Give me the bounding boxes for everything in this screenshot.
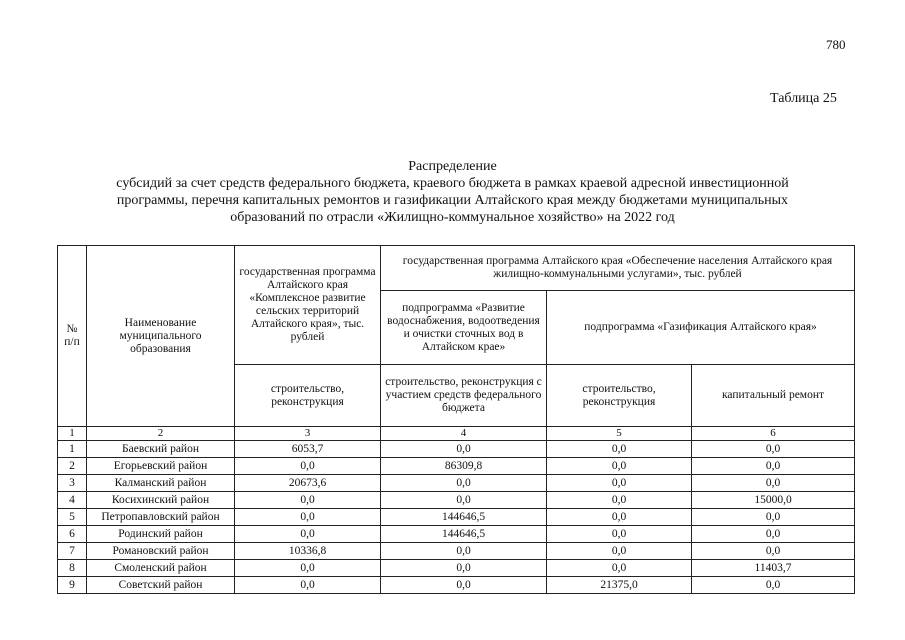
district-name: Баевский район [87,441,235,458]
row-number: 6 [58,526,87,543]
subsidy-table [57,245,855,594]
column-index: 1 [58,427,87,441]
row-number: 5 [58,509,87,526]
cell-value: 0,0 [235,526,381,543]
table-body [58,441,855,594]
column-index: 2 [87,427,235,441]
district-name: Романовский район [87,543,235,560]
cell-value: 0,0 [547,543,692,560]
column-index: 6 [692,427,855,441]
cell-value: 0,0 [381,441,547,458]
row-number: 2 [58,458,87,475]
cell-value: 144646,5 [381,509,547,526]
document-heading [0,158,905,226]
district-name: Родинский район [87,526,235,543]
cell-value: 11403,7 [692,560,855,577]
table-row [58,543,855,560]
cell-value: 0,0 [692,526,855,543]
heading-line-3: программы, перечня капитальных ремонтов и газификации Алтайского края между бюджетами муниципальных [116,193,789,208]
cell-value: 0,0 [235,577,381,594]
table-label: Таблица 25 [770,91,837,106]
cell-value: 0,0 [547,475,692,492]
table-row [58,441,855,458]
column-index-row [58,427,855,441]
cell-value: 0,0 [692,543,855,560]
district-name: Советский район [87,577,235,594]
header-sub-gas: подпрограмма «Газификация Алтайского края» [547,291,855,365]
cell-value: 0,0 [547,509,692,526]
cell-value: 0,0 [692,458,855,475]
cell-value: 21375,0 [547,577,692,594]
header-program-housing: государственная программа Алтайского края «Обеспечение населения Алтайского края жилищно-коммунальными услугами», тыс. рублей [381,246,855,291]
cell-value: 15000,0 [692,492,855,509]
header-num: № п/п [58,246,87,427]
table-header [58,246,855,441]
row-number: 9 [58,577,87,594]
district-name: Калманский район [87,475,235,492]
header-col3: строительство, реконструкция [235,365,381,427]
header-program-rural: государственная программа Алтайского края «Комплексное развитие сельских территорий Алтайского края», тыс. рублей [235,246,381,365]
heading-line-1: Распределение [408,159,497,174]
table-row [58,526,855,543]
cell-value: 0,0 [235,458,381,475]
header-col4: строительство, реконструкция с участием средств федерального бюджета [381,365,547,427]
row-number: 1 [58,441,87,458]
cell-value: 0,0 [692,577,855,594]
cell-value: 0,0 [547,560,692,577]
cell-value: 20673,6 [235,475,381,492]
table-row [58,475,855,492]
cell-value: 0,0 [381,577,547,594]
table-row [58,560,855,577]
cell-value: 0,0 [547,526,692,543]
district-name: Смоленский район [87,560,235,577]
row-number: 3 [58,475,87,492]
row-number: 7 [58,543,87,560]
district-name: Петропавловский район [87,509,235,526]
header-name: Наименование муниципального образования [87,246,235,427]
page-number: 780 [826,37,846,52]
column-index: 5 [547,427,692,441]
cell-value: 10336,8 [235,543,381,560]
cell-value: 0,0 [692,509,855,526]
cell-value: 0,0 [547,492,692,509]
cell-value: 0,0 [235,509,381,526]
header-col6: капитальный ремонт [692,365,855,427]
cell-value: 0,0 [381,560,547,577]
column-index: 3 [235,427,381,441]
cell-value: 0,0 [235,560,381,577]
cell-value: 0,0 [381,475,547,492]
heading-line-2: субсидий за счет средств федерального бюджета, краевого бюджета в рамках краевой адресной инвестиционной [116,176,789,191]
cell-value: 0,0 [381,492,547,509]
table-row [58,577,855,594]
cell-value: 0,0 [547,458,692,475]
cell-value: 0,0 [235,492,381,509]
district-name: Косихинский район [87,492,235,509]
cell-value: 0,0 [692,441,855,458]
table-row [58,492,855,509]
cell-value: 144646,5 [381,526,547,543]
cell-value: 0,0 [547,441,692,458]
row-number: 4 [58,492,87,509]
header-col5: строительство, реконструкция [547,365,692,427]
column-index: 4 [381,427,547,441]
cell-value: 6053,7 [235,441,381,458]
header-sub-water: подпрограмма «Развитие водоснабжения, водоотведения и очистки сточных вод в Алтайском крае» [381,291,547,365]
row-number: 8 [58,560,87,577]
cell-value: 86309,8 [381,458,547,475]
table-row [58,458,855,475]
cell-value: 0,0 [381,543,547,560]
district-name: Егорьевский район [87,458,235,475]
table-row [58,509,855,526]
heading-line-4: образований по отрасли «Жилищно-коммунальное хозяйство» на 2022 год [230,210,675,225]
cell-value: 0,0 [692,475,855,492]
